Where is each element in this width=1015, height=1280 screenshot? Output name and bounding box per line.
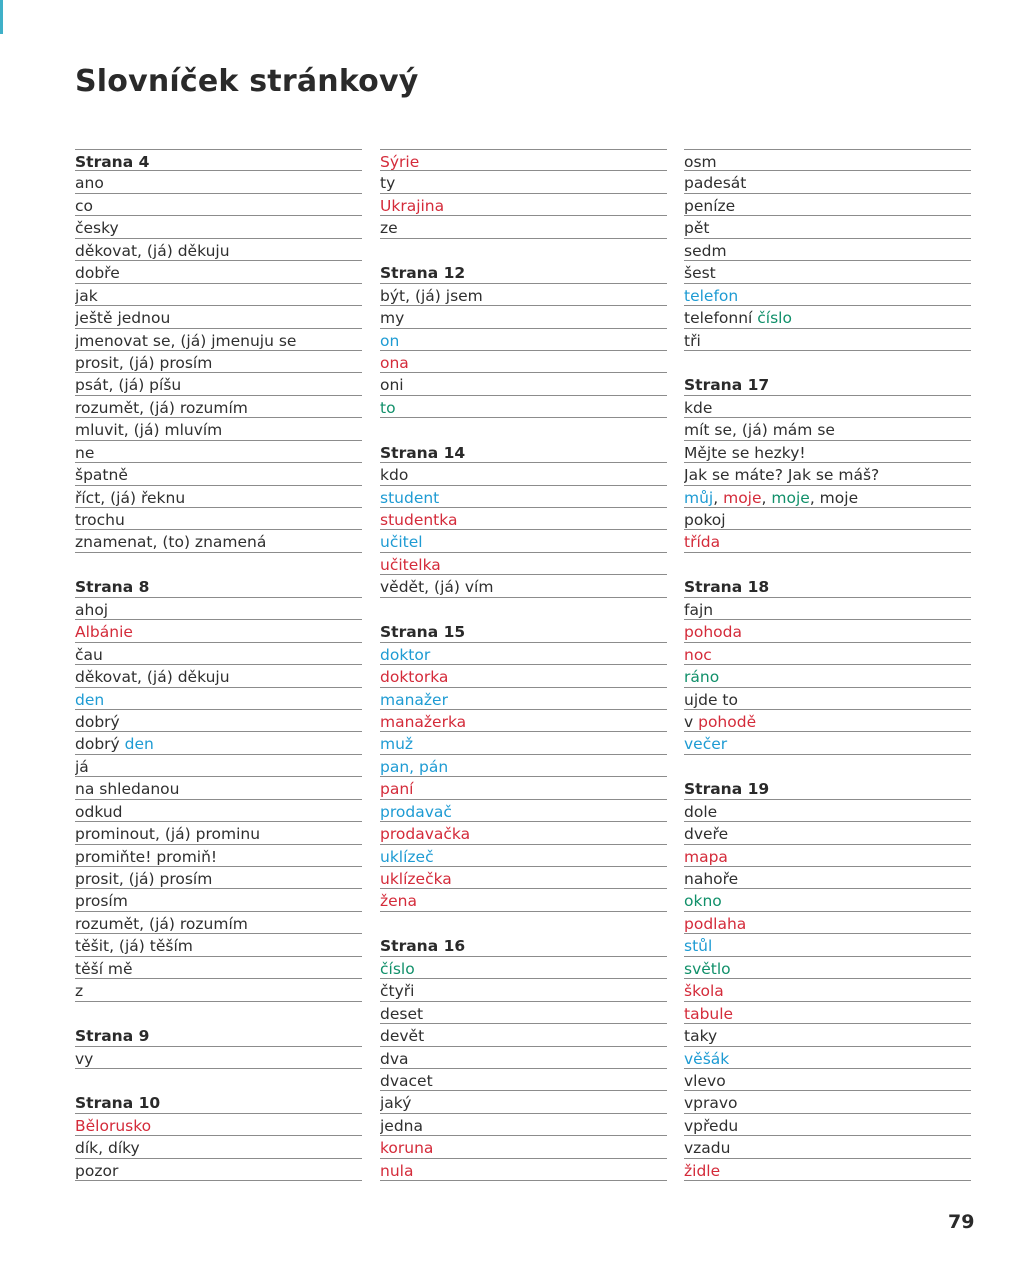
vocab-entry [75,530,362,552]
entry-text: pokoj [684,511,726,529]
vocab-entry [380,486,667,508]
vocab-entry [380,688,667,710]
entry-text: deset [380,1004,424,1023]
vocab-entry [684,239,971,261]
entry-text: česky [75,219,119,238]
vocab-entry [75,665,362,687]
entry-text: vy [75,1049,94,1068]
entry-text: čau [75,645,103,664]
entry-text: Jak se máte? Jak se máš? [684,466,880,485]
entry-text: okno [684,892,722,911]
entry-text: jaký [380,1094,412,1113]
entry-text: učitel [380,533,423,552]
vocab-entry [380,755,667,777]
vocab-entry [380,845,667,867]
vocab-entry [75,755,362,777]
vocab-entry [380,1159,667,1181]
vocab-entry [380,194,667,216]
entry-text: Bělorusko [75,1116,152,1135]
vocab-entry [684,957,971,979]
vocab-entry [684,530,971,552]
entry-text: co [75,196,94,215]
entry-text: vědět, (já) vím [380,578,494,597]
vocab-entry [75,934,362,956]
entry-text: dvacet [380,1071,433,1090]
entry-text: šest [684,264,716,283]
entry-text: noc [684,645,712,664]
section-spacer [380,912,667,934]
vocab-entry [380,643,667,665]
vocab-entry [684,194,971,216]
vocab-entry [75,329,362,351]
vocab-entry [380,822,667,844]
section-heading: Strana 18 [684,575,971,597]
vocab-column-3 [684,149,971,1181]
vocab-entry [380,800,667,822]
vocab-entry [380,284,667,306]
vocab-entry [684,396,971,418]
entry-text: student [380,488,440,507]
entry-text: vpravo [684,1094,738,1113]
section-spacer [684,755,971,777]
entry-text: jmenovat se, (já) jmenuju se [75,331,297,350]
vocab-entry [380,508,667,530]
vocab-entry [684,284,971,306]
entry-text: číslo [380,959,415,978]
entry-text: telefonní [684,309,758,328]
entry-text: vzadu [684,1139,731,1158]
entry-text: psát, (já) píšu [75,376,182,395]
vocab-entry [380,957,667,979]
entry-text: Albánie [75,623,133,642]
vocab-entry [684,598,971,620]
entry-text: být, (já) jsem [380,286,483,305]
entry-text: židle [684,1161,721,1180]
vocab-entry [380,732,667,754]
entry-text: taky [684,1027,718,1046]
entry-text: dva [380,1049,409,1068]
section-spacer [380,239,667,261]
section-heading: Strana 10 [75,1091,362,1113]
section-heading: Strana 4 [75,149,362,171]
entry-text: mapa [684,847,728,866]
entry-text: fajn [684,600,714,619]
vocab-entry [75,620,362,642]
entry-text: prodavačka [380,825,471,844]
vocab-entry [75,261,362,283]
vocab-entry [684,1091,971,1113]
entry-text: moje [723,488,762,507]
vocab-entry [75,306,362,328]
entry-text: ráno [684,668,720,687]
vocab-entry [75,1159,362,1181]
section-spacer [684,553,971,575]
entry-text: pan, pán [380,757,449,776]
vocab-entry [684,620,971,642]
section-heading: Strana 9 [75,1024,362,1046]
entry-text: dobře [75,264,120,283]
vocab-entry [75,957,362,979]
entry-text: Ukrajina [380,196,445,215]
entry-text: odkud [75,802,123,821]
entry-text: na shledanou [75,780,180,799]
entry-text: prosím [75,892,128,911]
vocab-entry [380,1114,667,1136]
entry-text: rozumět, (já) rozumím [75,914,248,933]
section-heading: Strana 14 [380,441,667,463]
entry-text: my [380,309,405,328]
vocab-entry [380,867,667,889]
vocab-entry [380,396,667,418]
entry-text: jedna [380,1116,424,1135]
entry-text: špatně [75,466,128,485]
vocab-entry [75,643,362,665]
vocab-entry [380,777,667,799]
entry-text: dobrý [75,712,120,731]
entry-text: škola [684,982,724,1001]
vocab-entry [684,441,971,463]
vocab-entry [684,329,971,351]
vocab-entry [684,486,971,508]
vocab-entry [684,508,971,530]
vocab-entry [75,777,362,799]
vocab-entry [75,284,362,306]
vocab-entry [380,216,667,238]
vocab-entry [684,1136,971,1158]
entry-text: manažerka [380,712,467,731]
vocab-entry [380,463,667,485]
entry-text: učitelka [380,555,441,574]
section-heading: Strana 16 [380,934,667,956]
vocab-entry [684,1069,971,1091]
entry-text: dobrý [75,735,125,754]
vocab-entry [75,508,362,530]
vocab-entry [684,1114,971,1136]
vocab-entry [380,1047,667,1069]
vocab-entry [380,665,667,687]
vocab-entry [75,351,362,373]
entry-text: stůl [684,937,713,956]
entry-text: dveře [684,825,729,844]
vocab-entry [75,688,362,710]
entry-text: kdo [380,466,409,485]
entry-text: sedm [684,241,727,260]
vocab-entry [75,418,362,440]
vocab-entry [684,912,971,934]
entry-text: uklízečka [380,870,452,888]
vocab-entry [75,1047,362,1069]
vocab-entry [75,912,362,934]
entry-text: moje [771,488,810,507]
entry-text: oni [380,376,404,395]
entry-text: pohoda [684,623,742,642]
vocab-entry [75,732,362,754]
vocab-column-1 [75,149,362,1181]
vocab-entry [380,710,667,732]
vocab-entry [380,530,667,552]
entry-text: pohodě [698,712,757,731]
section-heading: Strana 8 [75,575,362,597]
vocab-entry [75,867,362,889]
vocab-entry [684,867,971,889]
vocab-entry [75,800,362,822]
entry-text: Mějte se hezky! [684,443,806,462]
entry-text: večer [684,735,728,754]
entry-text: ty [380,174,396,193]
vocab-entry [684,845,971,867]
entry-text: den [124,735,154,754]
vocab-entry [75,216,362,238]
vocab-entry [380,171,667,193]
vocab-entry [75,463,362,485]
vocab-entry [75,486,362,508]
entry-text: peníze [684,196,736,215]
entry-text: muž [380,735,414,754]
vocab-entry [380,553,667,575]
vocab-entry [684,216,971,238]
vocab-entry [380,1069,667,1091]
entry-text: v [684,712,699,731]
vocab-entry [75,889,362,911]
section-heading: Strana 17 [684,373,971,395]
entry-text: prosit, (já) prosím [75,353,213,372]
vocab-entry [684,934,971,956]
section-spacer [684,351,971,373]
vocab-entry [75,239,362,261]
vocab-entry [684,800,971,822]
entry-text: ujde to [684,690,738,709]
entry-text: světlo [684,959,731,978]
section-spacer [75,1002,362,1024]
vocab-entry [380,979,667,1001]
vocab-entry [684,643,971,665]
entry-text: třída [684,533,721,552]
section-spacer [75,553,362,575]
entry-text: studentka [380,511,458,529]
vocab-entry [75,1114,362,1136]
vocab-entry [684,822,971,844]
vocab-entry [75,171,362,193]
entry-text: vlevo [684,1071,726,1090]
entry-text: paní [380,780,414,799]
entry-text: trochu [75,511,125,529]
vocab-entry [75,194,362,216]
entry-text: ahoj [75,600,109,619]
section-heading: Strana 19 [684,777,971,799]
entry-text: těšit, (já) těším [75,937,193,956]
entry-text: doktorka [380,668,449,687]
entry-text: vpředu [684,1116,739,1135]
entry-text: děkovat, (já) děkuju [75,241,230,260]
vocab-entry [380,1024,667,1046]
entry-text: devět [380,1027,425,1046]
vocab-entry [75,441,362,463]
vocab-entry [380,351,667,373]
vocab-entry [380,575,667,597]
vocab-entry [684,418,971,440]
entry-text: uklízeč [380,847,434,866]
vocab-entry [380,306,667,328]
entry-text: den [75,690,105,709]
entry-text: ano [75,174,104,193]
entry-text: ne [75,443,95,462]
entry-text: pozor [75,1161,119,1180]
entry-text: manažer [380,690,448,709]
entry-text: podlaha [684,914,747,933]
entry-text: padesát [684,174,747,193]
vocab-entry [684,1002,971,1024]
entry-text: ještě jednou [75,309,171,328]
entry-text: prominout, (já) prominu [75,825,261,844]
entry-text: telefon [684,286,739,305]
entry-text: prodavač [380,802,452,821]
entry-text: rozumět, (já) rozumím [75,398,248,417]
vocab-entry [75,396,362,418]
entry-text: prosit, (já) prosím [75,870,213,888]
section-heading: Strana 12 [380,261,667,283]
entry-text: ze [380,219,398,238]
vocab-entry [75,710,362,732]
entry-text: čtyři [380,982,415,1001]
vocab-entry [380,1136,667,1158]
vocab-entry [75,373,362,395]
vocab-column-2 [380,149,667,1181]
page-number: 79 [948,1211,975,1233]
section-spacer [380,418,667,440]
vocab-entry [684,710,971,732]
entry-text: kde [684,398,713,417]
entry-text: říct, (já) řeknu [75,488,186,507]
entry-text: mluvit, (já) mluvím [75,421,223,440]
vocab-entry [380,889,667,911]
vocab-entry [684,688,971,710]
vocab-entry [684,732,971,754]
entry-text: tabule [684,1004,734,1023]
vocab-entry [75,1136,362,1158]
vocab-entry [684,171,971,193]
vocab-entry [684,979,971,1001]
entry-text: , [761,488,772,507]
section-spacer [380,598,667,620]
vocab-entry [380,149,667,171]
entry-text: on [380,331,400,350]
vocab-entry [684,1047,971,1069]
entry-text: dík, díky [75,1139,140,1158]
vocab-entry [75,822,362,844]
entry-text: , [713,488,724,507]
entry-text: nula [380,1161,414,1180]
entry-text: děkovat, (já) děkuju [75,668,230,687]
entry-text: osm [684,153,717,171]
vocab-entry [75,979,362,1001]
entry-text: to [380,398,396,417]
entry-text: z [75,982,84,1001]
entry-text: promiňte! promiň! [75,847,218,866]
entry-text: koruna [380,1139,434,1158]
entry-text: , moje [809,488,859,507]
vocab-entry [684,306,971,328]
entry-text: číslo [757,309,792,328]
vocab-entry [75,845,362,867]
entry-text: ona [380,353,409,372]
vocab-entry [684,149,971,171]
vocab-entry [684,1159,971,1181]
vocab-entry [380,1091,667,1113]
entry-text: pět [684,219,710,238]
vocab-entry [380,329,667,351]
vocab-entry [684,463,971,485]
entry-text: mít se, (já) mám se [684,421,835,440]
entry-text: jak [75,286,98,305]
entry-text: dole [684,802,718,821]
entry-text: těší mě [75,959,133,978]
section-heading: Strana 15 [380,620,667,642]
vocab-entry [684,665,971,687]
entry-text: můj [684,488,714,507]
entry-text: tři [684,331,701,350]
entry-text: žena [380,892,417,911]
vocab-entry [684,889,971,911]
page-title: Slovníček stránkový [75,64,419,99]
entry-text: doktor [380,645,431,664]
vocab-entry [684,261,971,283]
corner-accent-mark [0,0,3,34]
entry-text: znamenat, (to) znamená [75,533,267,552]
vocab-entry [75,598,362,620]
entry-text: já [75,757,89,776]
entry-text: věšák [684,1049,730,1068]
entry-text: nahoře [684,870,739,888]
vocab-entry [380,373,667,395]
entry-text: Sýrie [380,153,420,171]
vocab-entry [380,1002,667,1024]
vocab-entry [684,1024,971,1046]
section-spacer [75,1069,362,1091]
